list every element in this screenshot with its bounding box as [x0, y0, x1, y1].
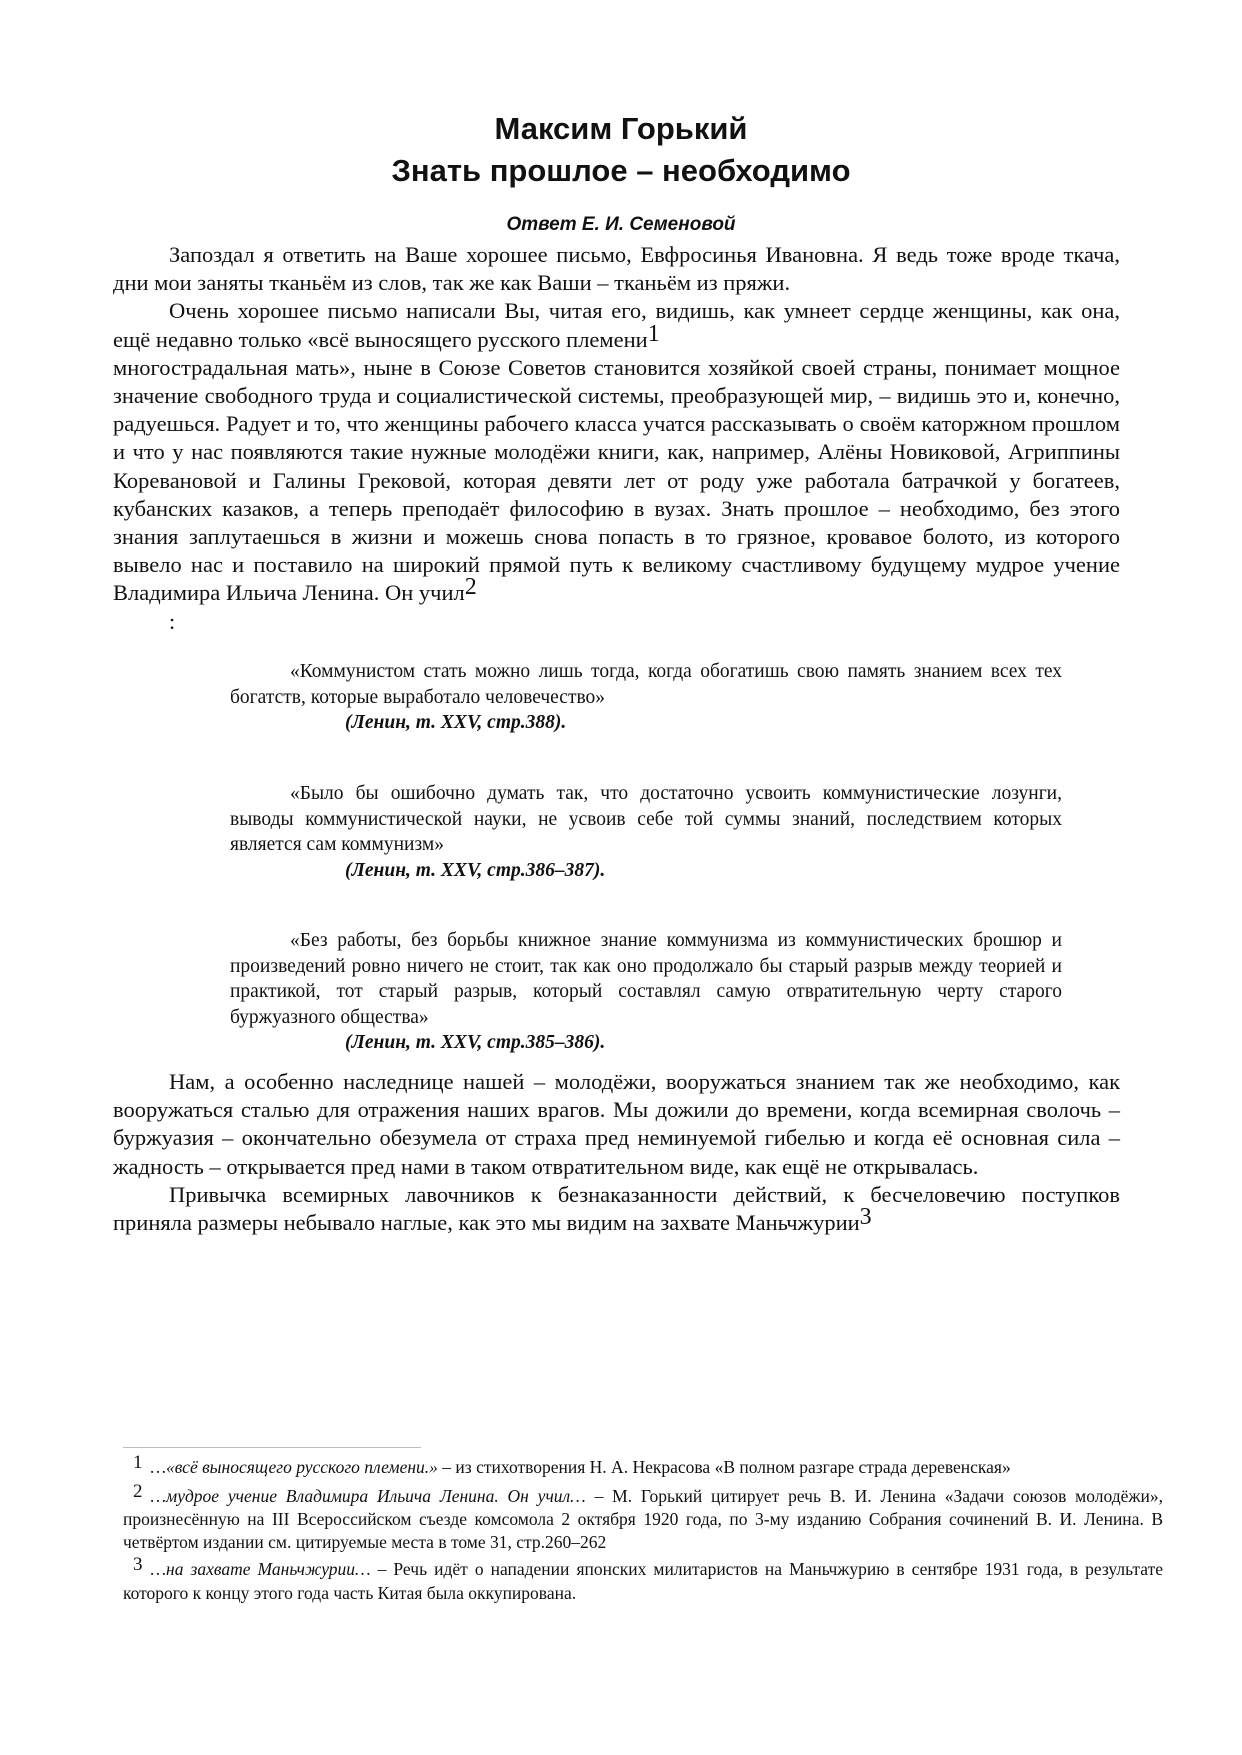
- footnote-ref-1[interactable]: 1: [647, 320, 660, 347]
- paragraph-1: Запоздал я ответить на Ваше хорошее письмо, Евфросинья Ивановна. Я ведь тоже вроде ткача, дни мои заняты тканьём из слов, так же как Ваши – тканьём из пряжи.: [113, 242, 1120, 296]
- footnote-ref-2[interactable]: 2: [464, 574, 477, 601]
- footnote-number: 2: [133, 1480, 143, 1502]
- quote-source: (Ленин, т. XXV, стр.385–386).: [345, 1032, 606, 1053]
- footnotes: [123, 1452, 1164, 1609]
- document-title-block: [0, 108, 1242, 192]
- paragraph-4-text: Привычка всемирных лавочников к безнаказанности действий, к бесчеловечию поступков приняла размеры небывало наглые, как это мы видим на захвате Маньчжурии: [113, 1181, 1120, 1236]
- footnote-reference: …мудрое учение Владимира Ильича Ленина. Он учил…: [150, 1485, 586, 1506]
- document-subtitle: Ответ Е. И. Семеновой: [506, 214, 736, 235]
- footnote-item: [123, 1480, 1164, 1554]
- footnote-text: – Речь идёт о нападении японских милитаристов на Маньчжурию в сентябре 1931 года, в результате которого к концу этого года часть Китая была оккупирована.: [123, 1559, 1163, 1603]
- footnote-divider: [123, 1447, 421, 1448]
- quote-text: «Без работы, без борьбы книжное знание коммунизма из коммунистических брошюр и произведений ровно ничего не стоит, так как оно продолжало бы старый разрыв между теорией и практикой, тот старый разрыв, который составлял самую отвратительную черту старого буржуазного общества»: [230, 930, 1062, 1028]
- paragraph-2-continued: [113, 354, 1120, 608]
- quote-block: [230, 659, 1062, 736]
- paragraph-4: [113, 1181, 1120, 1237]
- footnote-reference: …«всё выносящего русского племени.»: [150, 1457, 438, 1477]
- footnote-number: 3: [133, 1554, 143, 1575]
- quote-block: [230, 781, 1062, 883]
- footnote-text: – М. Горький цитирует речь В. И. Ленина «Задачи союзов молодёжи», произнесённую на III Всероссийском съезде комсомола 2 октября 1920 года, по 3-му изданию Собрания сочинений В. И. Ленина. В четвёртом издании см. цитируемые места в томе 31, стр.260–262: [123, 1485, 1164, 1552]
- quote-text: «Было бы ошибочно думать так, что достаточно усвоить коммунистические лозунги, выводы коммунистической науки, не усвоив себе той суммы знаний, последствием которых является сам коммунизм»: [230, 783, 1062, 855]
- paragraph-2: [113, 297, 1120, 353]
- quote-source: (Ленин, т. XXV, стр.386–387).: [345, 859, 606, 881]
- author-name: Максим Горький: [494, 111, 748, 146]
- quote-source: (Ленин, т. XXV, стр.388).: [345, 712, 567, 733]
- footnote-ref-3[interactable]: 3: [859, 1204, 872, 1231]
- footnote-reference: …на захвате Маньчжурии…: [150, 1559, 371, 1579]
- quote-block: [230, 928, 1062, 1056]
- paragraph-2-colon: :: [169, 608, 176, 634]
- paragraph-2-rest: многострадальная мать», ныне в Союзе Советов становится хозяйкой своей страны, понимает мощное значение свободного труда и социалистической системы, преобразующей мир, – видишь это и, конечно, радуешься. Радует и то, что женщины рабочего класса учатся рассказывать о своём каторжном прошлом и что у нас появляются такие нужные молодёжи книги, как, например, Алёны Новиковой, Агриппины Коревановой и Галины Грековой, которая девяти лет от роду уже работала батрачкой у богатеев, кубанских казаков, а теперь преподаёт философию в вузах. Знать прошлое – необходимо, без этого знания заплутаешься в жизни и можешь снова попасть в то грязное, кровавое болото, из которого вывело нас и поставило на широкий прямой путь к великому счастливому будущему мудрое учение Владимира Ильича Ленина. Он учил: [113, 354, 1120, 606]
- quote-text: «Коммунистом стать можно лишь тогда, когда обогатишь свою память знанием всех тех богатств, которые выработало человечество»: [230, 661, 1062, 708]
- footnote-item: [123, 1452, 1163, 1480]
- footnote-text: – из стихотворения Н. А. Некрасова «В полном разгаре страда деревенская»: [437, 1457, 1011, 1477]
- closing-paragraphs: [113, 1068, 1120, 1237]
- page-title: Знать прошлое – необходимо: [391, 153, 851, 188]
- footnote-number: 1: [133, 1452, 143, 1473]
- footnote-item: [123, 1554, 1163, 1604]
- paragraph-3: Нам, а особенно наследнице нашей – молодёжи, вооружаться знанием так же необходимо, как вооружаться сталью для отражения наших врагов. Мы дожили до времени, когда всемирная сволочь – буржуазия – окончательно обезумела от страха пред неминуемой гибелью и когда её основная сила – жадность – открывается пред нами в таком отвратительном виде, как ещё не открывалась.: [113, 1069, 1120, 1179]
- intro-paragraphs: [113, 241, 1120, 636]
- paragraph-2-start: Очень хорошее письмо написали Вы, читая его, видишь, как умнеет сердце женщины, как она, ещё недавно только «всё выносящего русского племени: [113, 298, 1120, 352]
